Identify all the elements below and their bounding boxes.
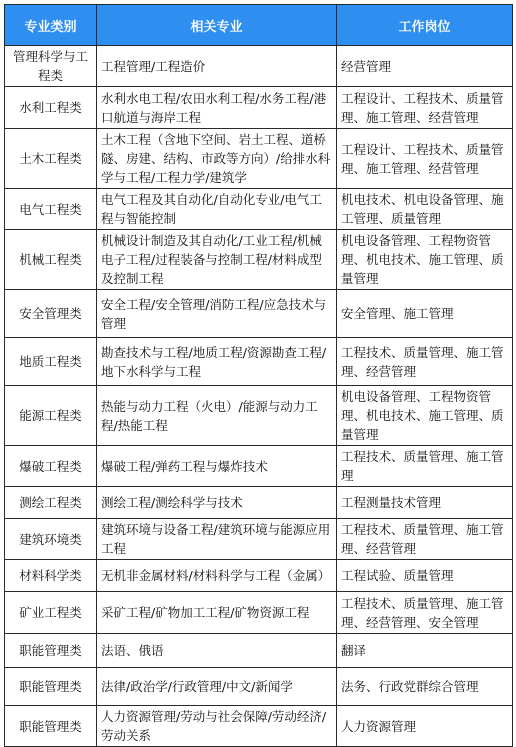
table-row	[5, 487, 513, 519]
category-cell: 建筑环境类	[5, 519, 97, 560]
table-row	[5, 706, 513, 747]
jobs-cell: 工程技术、质量管理、施工管理、经营管理	[337, 519, 513, 560]
majors-cell: 水利水电工程/农田水利工程/水务工程/港口航道与海岸工程	[97, 87, 337, 129]
category-cell: 水利工程类	[5, 87, 97, 129]
category-cell: 管理科学与工程类	[5, 46, 97, 87]
majors-cell: 测绘工程/测绘科学与技术	[97, 487, 337, 519]
table-row	[5, 386, 513, 446]
table-row	[5, 290, 513, 338]
category-cell: 能源工程类	[5, 386, 97, 446]
jobs-cell: 工程技术、质量管理、施工管理、经营管理、安全管理	[337, 592, 513, 634]
table-row	[5, 129, 513, 189]
table-row	[5, 592, 513, 634]
table-row	[5, 338, 513, 386]
majors-cell: 爆破工程/弹药工程与爆炸技术	[97, 446, 337, 487]
category-cell: 爆破工程类	[5, 446, 97, 487]
table-row	[5, 668, 513, 706]
majors-jobs-table-container	[4, 4, 512, 747]
jobs-cell: 工程测量技术管理	[337, 487, 513, 519]
header-majors: 相关专业	[97, 5, 337, 46]
majors-cell: 法律/政治学/行政管理/中文/新闻学	[97, 668, 337, 706]
category-cell: 安全管理类	[5, 290, 97, 338]
majors-cell: 工程管理/工程造价	[97, 46, 337, 87]
majors-cell: 法语、俄语	[97, 634, 337, 668]
jobs-cell: 人力资源管理	[337, 706, 513, 747]
category-cell: 电气工程类	[5, 189, 97, 230]
category-cell: 职能管理类	[5, 634, 97, 668]
table-row	[5, 446, 513, 487]
table-row	[5, 189, 513, 230]
table-row	[5, 634, 513, 668]
jobs-cell: 安全管理、施工管理	[337, 290, 513, 338]
table-row	[5, 230, 513, 290]
jobs-cell: 工程设计、工程技术、质量管理、施工管理、经营管理	[337, 87, 513, 129]
table-row	[5, 519, 513, 560]
jobs-cell: 机电技术、机电设备管理、施工管理、质量管理	[337, 189, 513, 230]
majors-cell: 热能与动力工程（火电）/能源与动力工程/热能工程	[97, 386, 337, 446]
majors-cell: 电气工程及其自动化/自动化专业/电气工程与智能控制	[97, 189, 337, 230]
category-cell: 土木工程类	[5, 129, 97, 189]
header-jobs: 工作岗位	[337, 5, 513, 46]
jobs-cell: 工程设计、工程技术、质量管理、施工管理、经营管理	[337, 129, 513, 189]
category-cell: 材料科学类	[5, 560, 97, 592]
table-header-row	[5, 5, 513, 46]
category-cell: 矿业工程类	[5, 592, 97, 634]
table-row	[5, 87, 513, 129]
majors-cell: 建筑环境与设备工程/建筑环境与能源应用工程	[97, 519, 337, 560]
jobs-cell: 法务、行政党群综合管理	[337, 668, 513, 706]
category-cell: 测绘工程类	[5, 487, 97, 519]
majors-cell: 机械设计制造及其自动化/工业工程/机械电子工程/过程装备与控制工程/材料成型及控制工程	[97, 230, 337, 290]
table-row	[5, 560, 513, 592]
table-row	[5, 46, 513, 87]
jobs-cell: 经营管理	[337, 46, 513, 87]
header-category: 专业类别	[5, 5, 97, 46]
jobs-cell: 工程试验、质量管理	[337, 560, 513, 592]
majors-jobs-table	[4, 4, 513, 747]
jobs-cell: 机电设备管理、工程物资管理、机电技术、施工管理、质量管理	[337, 230, 513, 290]
majors-cell: 采矿工程/矿物加工工程/矿物资源工程	[97, 592, 337, 634]
majors-cell: 无机非金属材料/材料科学与工程（金属）	[97, 560, 337, 592]
majors-cell: 安全工程/安全管理/消防工程/应急技术与管理	[97, 290, 337, 338]
jobs-cell: 翻译	[337, 634, 513, 668]
majors-cell: 勘查技术与工程/地质工程/资源勘查工程/地下水科学与工程	[97, 338, 337, 386]
majors-cell: 土木工程（含地下空间、岩土工程、道桥隧、房建、结构、市政等方向）/给排水科学与工程/工程力学/建筑学	[97, 129, 337, 189]
majors-cell: 人力资源管理/劳动与社会保障/劳动经济/劳动关系	[97, 706, 337, 747]
category-cell: 职能管理类	[5, 668, 97, 706]
category-cell: 机械工程类	[5, 230, 97, 290]
jobs-cell: 工程技术、质量管理、施工管理	[337, 446, 513, 487]
category-cell: 地质工程类	[5, 338, 97, 386]
jobs-cell: 机电设备管理、工程物资管理、机电技术、施工管理、质量管理	[337, 386, 513, 446]
jobs-cell: 工程技术、质量管理、施工管理、经营管理	[337, 338, 513, 386]
category-cell: 职能管理类	[5, 706, 97, 747]
